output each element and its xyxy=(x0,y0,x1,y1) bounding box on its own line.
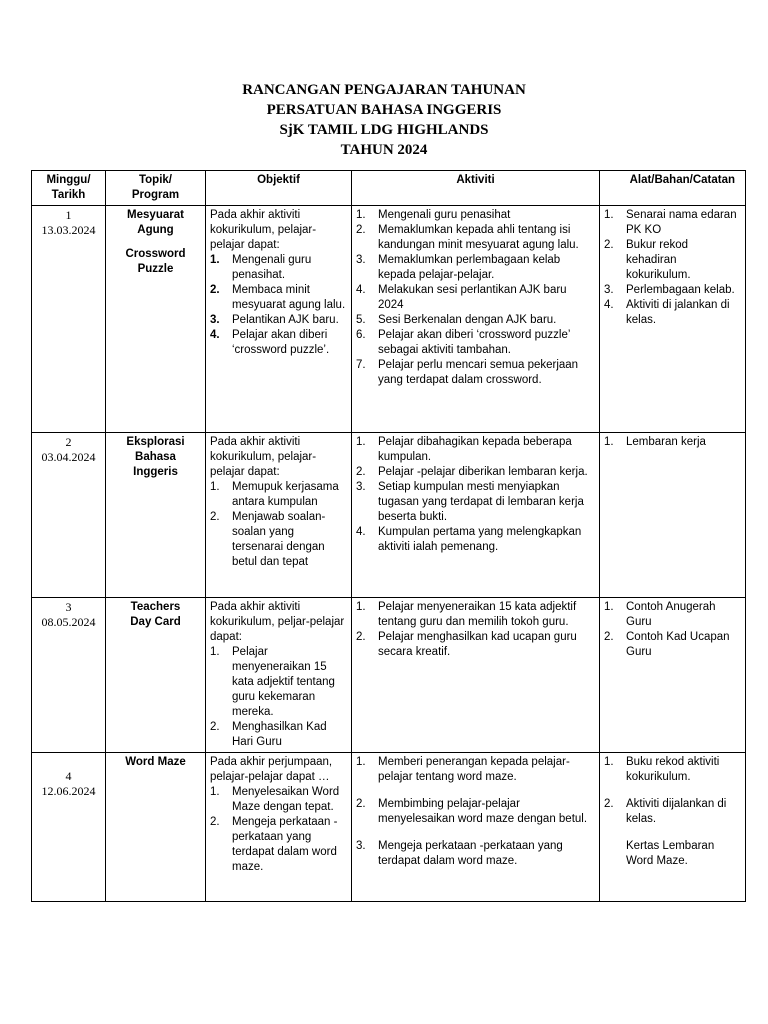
list-item: 3. Setiap kumpulan mesti menyiapkan tugasan yang terdapat di lembaran kerja beserta bukti. xyxy=(356,481,584,523)
objektif-cell: Pada akhir aktiviti kokurikulum, pelajar-pelajar dapat: 1. Mengenali guru penasihat. 2. Membaca minit mesyuarat agung lalu. 3. Pelantikan AJK baru. 4. Pelajar akan diberi ‘crossword puzzle’. xyxy=(206,206,352,433)
list-item: 4. Kumpulan pertama yang melengkapkan aktiviti ialah pemenang. xyxy=(356,526,582,553)
week-cell: 4 12.06.2024 xyxy=(32,753,106,902)
objektif-cell: Pada akhir perjumpaan, pelajar-pelajar dapat … 1. Menyelesaikan Word Maze dengan tepat. 2. Mengeja perkataan -perkataan yang terdapat dalam word maze. xyxy=(206,753,352,902)
list-item: 1. Contoh Anugerah Guru xyxy=(604,601,716,628)
table-header-row xyxy=(32,171,746,206)
title-line-2: PERSATUAN BAHASA INGGERIS xyxy=(266,102,502,118)
week-cell: 2 03.04.2024 xyxy=(32,433,106,598)
table-row xyxy=(32,598,746,753)
list-item: 3. Perlembagaan kelab. xyxy=(604,284,735,296)
aktiviti-cell xyxy=(352,598,600,753)
aktiviti-cell xyxy=(352,433,600,598)
topic-cell: Mesyuarat Agung Crossword Puzzle xyxy=(106,206,206,433)
list-item: 1. Memberi penerangan kepada pelajar-pelajar tentang word maze. xyxy=(356,756,570,783)
week-cell: 1 13.03.2024 xyxy=(32,206,106,433)
list-item: 3. Memaklumkan perlembagaan kelab kepada pelajar-pelajar. xyxy=(356,254,561,281)
list-item: 4. Pelajar akan diberi ‘crossword puzzle’. xyxy=(210,329,330,356)
topic-cell: Eksplorasi Bahasa Inggeris xyxy=(106,433,206,598)
list-item: 2. Membaca minit mesyuarat agung lalu. xyxy=(210,284,346,311)
aktiviti-cell xyxy=(352,206,600,433)
alat-cell xyxy=(600,206,746,433)
alat-note: Kertas Lembaran Word Maze. xyxy=(626,840,715,867)
alat-cell xyxy=(600,598,746,753)
list-item: 2. Pelajar -pelajar diberikan lembaran kerja. xyxy=(356,466,588,478)
header-alat: Alat/Bahan/Catatan xyxy=(600,171,746,206)
list-item: 1. Senarai nama edaran PK KO xyxy=(604,209,737,236)
list-item: 5. Sesi Berkenalan dengan AJK baru. xyxy=(356,314,557,326)
header-minggu: Minggu/ Tarikh xyxy=(32,171,106,206)
list-item: 2. Contoh Kad Ucapan Guru xyxy=(604,631,730,658)
list-item: 2. Pelajar menghasilkan kad ucapan guru secara kreatif. xyxy=(356,631,577,658)
topic-cell: Teachers Day Card xyxy=(106,598,206,753)
list-item: 2. Mengeja perkataan -perkataan yang terdapat dalam word maze. xyxy=(210,816,338,873)
list-item: 2. Menjawab soalan-soalan yang tersenarai dengan betul dan tepat xyxy=(210,511,326,568)
header-aktiviti: Aktiviti xyxy=(352,171,600,206)
title-line-3: SjK TAMIL LDG HIGHLANDS xyxy=(279,122,489,138)
list-item: 1. Memupuk kerjasama antara kumpulan xyxy=(210,481,339,508)
topic-cell: Word Maze xyxy=(106,753,206,902)
list-item: 4. Melakukan sesi perlantikan AJK baru 2024 xyxy=(356,284,567,311)
list-item: 1. Pelajar dibahagikan kepada beberapa kumpulan. xyxy=(356,436,572,463)
header-objektif: Objektif xyxy=(206,171,352,206)
list-item: 2. Bukur rekod kehadiran kokurikulum. xyxy=(604,239,691,281)
list-item: 7. Pelajar perlu mencari semua pekerjaan yang terdapat dalam crossword. xyxy=(356,359,579,386)
list-item: 1. Pelajar menyeneraikan 15 kata adjektif tentang guru dan memilih tokoh guru. xyxy=(356,601,577,628)
header-topik: Topik/ Program xyxy=(106,171,206,206)
objektif-cell: Pada akhir aktiviti kokurikulum, peljar-pelajar dapat: 1. Pelajar menyeneraikan 15 kata adjektif tentang guru kekemaran mereka. 2. Menghasilkan Kad Hari Guru xyxy=(206,598,352,753)
list-item: 1. Menyelesaikan Word Maze dengan tepat. xyxy=(210,786,340,813)
list-item: 1. Lembaran kerja xyxy=(604,436,706,448)
list-item: 1. Mengenali guru penasihat. xyxy=(210,254,312,281)
lesson-plan-table xyxy=(31,170,746,902)
list-item: 2. Menghasilkan Kad Hari Guru xyxy=(210,721,327,748)
list-item: 1. Mengenali guru penasihat xyxy=(356,209,511,221)
table-row xyxy=(32,206,746,433)
list-item: 2. Memaklumkan kepada ahli tentang isi kandungan minit mesyuarat agung lalu. xyxy=(356,224,579,251)
list-item: 2. Aktiviti dijalankan di kelas. xyxy=(604,798,727,825)
list-item: 2. Membimbing pelajar-pelajar menyelesaikan word maze dengan betul. xyxy=(356,798,588,825)
list-item: 3. Pelantikan AJK baru. xyxy=(210,314,339,326)
objektif-cell: Pada akhir aktiviti kokurikulum, pelajar-pelajar dapat: 1. Memupuk kerjasama antara kumpulan 2. Menjawab soalan-soalan yang tersenarai dengan betul dan tepat xyxy=(206,433,352,598)
title-line-4: TAHUN 2024 xyxy=(340,142,428,158)
document-title xyxy=(0,80,768,160)
aktiviti-cell xyxy=(352,753,600,902)
list-item: 1. Pelajar menyeneraikan 15 kata adjektif tentang guru kekemaran mereka. xyxy=(210,646,335,718)
list-item: 3. Mengeja perkataan -perkataan yang terdapat dalam word maze. xyxy=(356,840,563,867)
table-row xyxy=(32,753,746,902)
week-cell: 3 08.05.2024 xyxy=(32,598,106,753)
alat-cell xyxy=(600,433,746,598)
alat-cell xyxy=(600,753,746,902)
table-row xyxy=(32,433,746,598)
title-line-1: RANCANGAN PENGAJARAN TAHUNAN xyxy=(242,82,526,98)
list-item: 1. Buku rekod aktiviti kokurikulum. xyxy=(604,756,720,783)
list-item: 4. Aktiviti di jalankan di kelas. xyxy=(604,299,730,326)
list-item: 6. Pelajar akan diberi ‘crossword puzzle’ sebagai aktiviti tambahan. xyxy=(356,329,570,356)
